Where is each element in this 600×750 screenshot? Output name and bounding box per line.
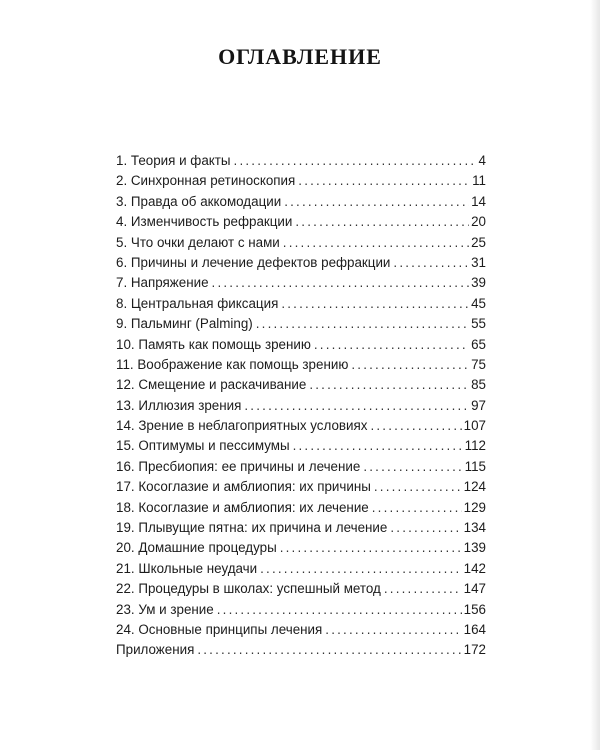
toc-dot-leader (234, 151, 477, 171)
toc-entry-page-number: 164 (463, 621, 486, 637)
toc-entry (116, 498, 486, 518)
toc-entry-title: 14. Зрение в неблагоприятных условиях (116, 418, 368, 434)
toc-entry (116, 457, 486, 477)
toc-entry-page-number: 129 (463, 499, 486, 515)
toc-entry-title: 21. Школьные неудачи (116, 560, 258, 576)
toc-entry-title: 24. Основные принципы лечения (116, 621, 323, 637)
toc-dot-leader (351, 355, 469, 375)
toc-dot-leader (314, 335, 469, 355)
toc-entry-page-number: 14 (471, 193, 486, 209)
toc-entry-title: 12. Смещение и раскачивание (116, 377, 307, 393)
toc-entry (116, 620, 486, 640)
toc-entry-title: 1. Теория и факты (116, 153, 231, 168)
toc-dot-leader (390, 518, 461, 538)
toc-entry-title: 13. Иллюзия зрения (116, 397, 242, 413)
toc-entry (116, 518, 486, 538)
toc-entry-page-number: 31 (471, 254, 486, 270)
toc-entry-page-number: 25 (471, 234, 486, 250)
toc-entry-title: Приложения (116, 642, 195, 658)
table-of-contents (116, 151, 486, 661)
toc-entry-title: 4. Изменчивость рефракции (116, 214, 293, 230)
toc-entry-page-number: 156 (463, 601, 486, 617)
toc-dot-leader (281, 294, 469, 314)
toc-entry-page-number: 139 (463, 540, 486, 556)
toc-dot-leader (283, 233, 469, 253)
toc-entry-title: 9. Пальминг (Palming) (116, 316, 253, 332)
toc-dot-leader (384, 579, 462, 599)
toc-entry-page-number: 112 (464, 438, 486, 454)
toc-dot-leader (293, 436, 463, 456)
toc-entry-title: 11. Воображение как помощь зрению (116, 356, 349, 372)
toc-entry-title: 20. Домашние процедуры (116, 540, 277, 556)
toc-dot-leader (393, 253, 469, 273)
toc-entry-title: 17. Косоглазие и амблиопия: их причины (116, 479, 371, 495)
toc-entry-page-number: 85 (471, 377, 486, 393)
toc-entry-title: 2. Синхронная ретиноскопия (116, 173, 296, 189)
toc-dot-leader (295, 212, 469, 232)
toc-entry-page-number: 11 (472, 173, 486, 189)
toc-entry (116, 538, 486, 558)
toc-entry-title: 6. Причины и лечение дефектов рефракции (116, 254, 391, 270)
toc-entry-title: 15. Оптимумы и пессимумы (116, 438, 290, 454)
toc-entry-title: 8. Центральная фиксация (116, 295, 279, 311)
toc-entry-page-number: 75 (471, 356, 486, 372)
toc-dot-leader (374, 477, 462, 497)
toc-entry (116, 640, 486, 660)
toc-dot-leader (256, 314, 469, 334)
toc-entry (116, 559, 486, 579)
toc-entry-title: 3. Правда об аккомодации (116, 193, 282, 209)
toc-entry-title: 18. Косоглазие и амблиопия: их лечение (116, 499, 369, 515)
toc-entry (116, 151, 486, 171)
toc-entry-page-number: 4 (478, 153, 486, 168)
toc-entry (116, 212, 486, 232)
toc-entry-page-number: 55 (471, 316, 486, 332)
toc-dot-leader (244, 396, 469, 416)
toc-entry-title: 19. Плывущие пятна: их причина и лечение (116, 520, 388, 536)
toc-dot-leader (280, 538, 462, 558)
toc-entry (116, 294, 486, 314)
toc-entry-page-number: 39 (471, 275, 486, 291)
toc-entry-page-number: 65 (471, 336, 486, 352)
toc-entry-page-number: 124 (463, 479, 486, 495)
toc-entry (116, 273, 486, 293)
toc-entry-page-number: 97 (471, 397, 486, 413)
toc-entry-title: 7. Напряжение (116, 275, 209, 291)
toc-entry (116, 416, 486, 436)
toc-entry (116, 233, 486, 253)
toc-dot-leader (325, 620, 461, 640)
toc-entry-page-number: 107 (463, 418, 486, 434)
toc-entry (116, 253, 486, 273)
toc-entry (116, 314, 486, 334)
toc-entry-title: 10. Память как помощь зрению (116, 336, 311, 352)
toc-entry (116, 171, 486, 191)
toc-entry (116, 192, 486, 212)
page-heading: ОГЛАВЛЕНИЕ (218, 44, 382, 69)
toc-dot-leader (309, 375, 469, 395)
toc-entry-page-number: 142 (463, 560, 486, 576)
toc-dot-leader (370, 416, 461, 436)
toc-dot-leader (212, 273, 470, 293)
toc-entry-title: 22. Процедуры в школах: успешный метод (116, 581, 381, 597)
toc-entry (116, 335, 486, 355)
toc-dot-leader (197, 640, 461, 660)
toc-dot-leader (284, 192, 469, 212)
toc-entry-page-number: 172 (463, 642, 486, 658)
toc-entry (116, 396, 486, 416)
toc-entry-title: 5. Что очки делают с нами (116, 234, 280, 250)
toc-entry (116, 375, 486, 395)
toc-entry (116, 436, 486, 456)
toc-dot-leader (260, 559, 462, 579)
toc-entry (116, 477, 486, 497)
toc-entry (116, 579, 486, 599)
toc-entry-page-number: 115 (464, 458, 486, 474)
toc-entry-title: 16. Пресбиопия: ее причины и лечение (116, 458, 361, 474)
page-edge-shadow (590, 0, 600, 750)
toc-entry-page-number: 45 (471, 295, 486, 311)
toc-entry-title: 23. Ум и зрение (116, 601, 214, 617)
toc-dot-leader (372, 498, 462, 518)
toc-dot-leader (363, 457, 462, 477)
toc-entry-page-number: 20 (471, 214, 486, 230)
toc-entry (116, 600, 486, 620)
toc-entry-page-number: 147 (463, 581, 486, 597)
toc-entry-page-number: 134 (463, 520, 486, 536)
toc-dot-leader (298, 171, 470, 191)
toc-entry (116, 355, 486, 375)
toc-dot-leader (217, 600, 462, 620)
